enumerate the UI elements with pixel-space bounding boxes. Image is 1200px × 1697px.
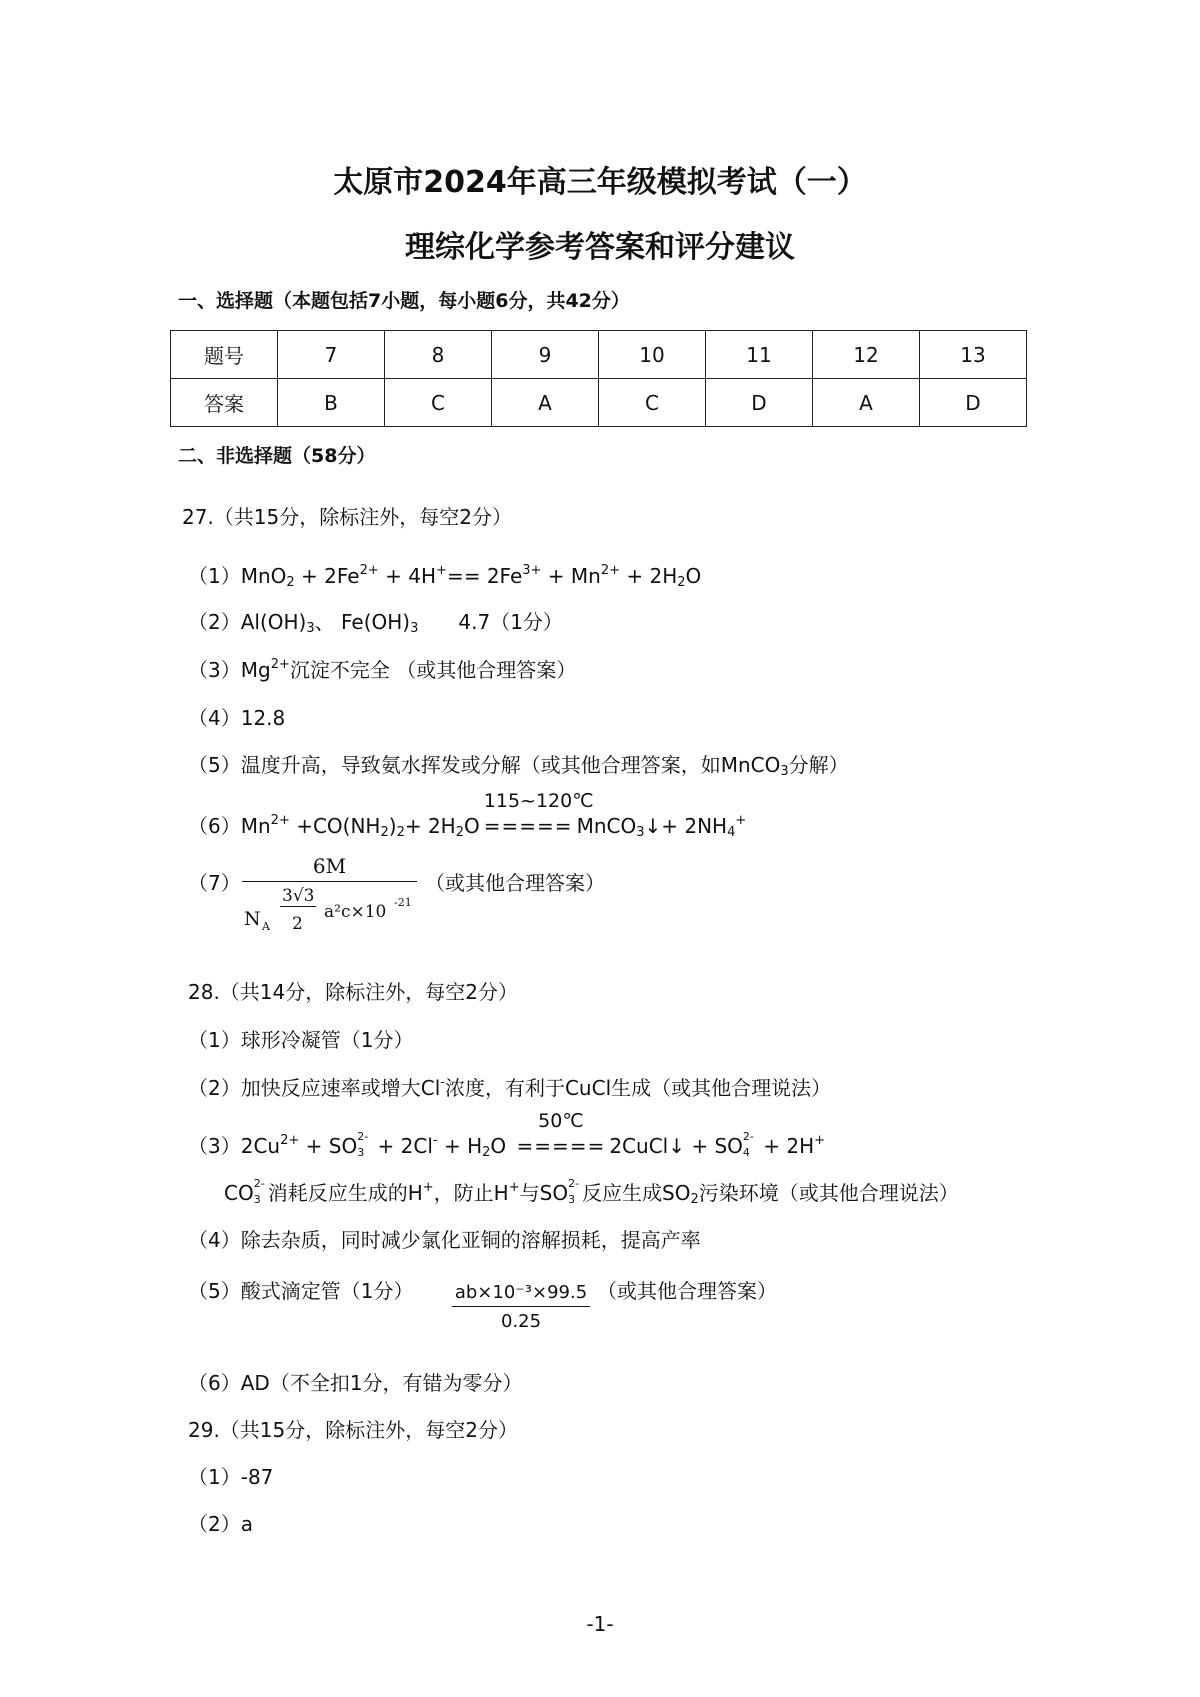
volume-exponent: -21: [394, 896, 412, 909]
formula-text: MnCO: [576, 814, 637, 838]
page-subtitle: 理综化学参考答案和评分建议: [405, 230, 795, 265]
row-label-answer: 答案: [171, 379, 278, 427]
answer-text: 12.8: [240, 706, 286, 730]
equals-sign: =====: [516, 1134, 606, 1158]
subscript: 3: [306, 621, 315, 636]
volume-term: a²c×10: [324, 902, 387, 922]
superscript: +: [814, 1133, 826, 1148]
fraction-numerator: ab×10⁻³×99.5: [452, 1282, 590, 1307]
answer-cell: A: [492, 379, 599, 427]
answer-number: （2）: [188, 1076, 241, 1100]
q29-answer-1: [188, 1461, 273, 1490]
q28-answer-4: [188, 1224, 701, 1253]
subscript: 3: [410, 621, 419, 636]
superscript: +: [508, 1180, 520, 1195]
superscript: 2-: [568, 1177, 580, 1190]
q29-heading: 29.（共15分，除标注外，每空2分）: [188, 1418, 518, 1442]
page-title: 太原市2024年高三年级模拟考试（一）: [333, 165, 867, 200]
superscript: 2+: [270, 813, 290, 828]
page-number: -1-: [586, 1612, 614, 1636]
formula-text: O: [685, 564, 702, 588]
answer-number: （6）: [188, 814, 241, 838]
answer-table: [170, 330, 1027, 427]
q28-answer-3-explanation: [224, 1177, 959, 1207]
formula-text: == 2Fe: [446, 564, 523, 588]
answer-text: 球形冷凝管（1分）: [240, 1028, 414, 1052]
density-fraction: [242, 854, 417, 944]
answer-number: （2）: [188, 610, 241, 634]
question-number: 13: [920, 331, 1027, 379]
row-label-question: 题号: [171, 331, 278, 379]
q27-answer-5: [188, 749, 849, 779]
q27-heading: 27.（共15分，除标注外，每空2分）: [182, 505, 512, 529]
ion-charge-stack: [357, 1130, 371, 1159]
subscript: 3: [568, 1193, 576, 1206]
superscript: 2+: [359, 563, 379, 578]
formula-text: ↓+ 2NH: [644, 814, 728, 838]
formula-text: + 2H: [620, 564, 678, 588]
answer-number: （6）: [188, 1371, 241, 1395]
answer-cell: C: [599, 379, 706, 427]
fraction-denominator: 0.25: [500, 1311, 542, 1332]
answer-number: （5）: [188, 753, 241, 777]
answer-text: 加快反应速率或增大Cl: [240, 1076, 441, 1100]
answer-text: 酸式滴定管（1分）: [240, 1279, 414, 1303]
answer-text: a: [240, 1512, 253, 1536]
superscript: 3+: [522, 563, 542, 578]
q28-answer-6: [188, 1367, 523, 1396]
equals-sign: =====: [483, 814, 573, 838]
question-number: 12: [813, 331, 920, 379]
subscript: 3: [357, 1146, 365, 1159]
answer-text: ，防止H: [433, 1181, 509, 1205]
answer-text: 沉淀不完全 （或其他合理答案）: [289, 658, 577, 682]
formula-text: 2Cu: [240, 1134, 281, 1158]
condition-label: 115~120℃: [483, 790, 594, 812]
formula-text: O: [490, 1134, 513, 1158]
answer-number: （5）: [188, 1279, 241, 1303]
superscript: +: [735, 813, 747, 828]
subscript: 3: [253, 1193, 261, 1206]
section1-heading: 一、选择题（本题包括7小题，每小题6分，共42分）: [178, 290, 630, 312]
subscript: 2: [455, 825, 465, 840]
subscript: 3: [636, 825, 645, 840]
answer-number: （3）: [188, 1134, 241, 1158]
question-number-row: [171, 331, 1027, 379]
subscript: 2: [380, 825, 389, 840]
answer-number: （3）: [188, 658, 241, 682]
reaction-condition: [516, 1110, 606, 1158]
q27-answer-4: [188, 702, 285, 731]
question-number: 7: [278, 331, 385, 379]
answer-text: AD（不全扣1分，有错为零分）: [240, 1371, 523, 1395]
answer-cell: D: [920, 379, 1027, 427]
answer-number: （2）: [188, 1512, 241, 1536]
formula-text: + 4H: [378, 564, 437, 588]
subscript: 2: [286, 575, 295, 590]
formula-text: + SO: [299, 1134, 358, 1158]
q27-answer-3: [188, 654, 576, 683]
answer-number: （4）: [188, 1228, 241, 1252]
formula-text: +CO(NH: [289, 814, 381, 838]
superscript: +: [436, 563, 447, 578]
formula-text: 、 Fe(OH): [314, 610, 411, 634]
answer-text: -87: [240, 1465, 274, 1489]
formula-text: + 2Cl: [371, 1134, 433, 1158]
answer-text: 污染环境（或其他合理说法）: [698, 1181, 959, 1205]
answer-text: 浓度，有利于CuCl生成（或其他合理说法）: [444, 1076, 832, 1100]
formula-text: Mn: [240, 814, 271, 838]
superscript: -: [432, 1133, 438, 1148]
ion-charge-stack: [742, 1130, 757, 1159]
answer-number: （1）: [188, 1028, 241, 1052]
condition-label: 50℃: [538, 1110, 584, 1132]
answer-number: （1）: [188, 564, 241, 588]
formula-text: + 2H: [756, 1134, 815, 1158]
question-number: 10: [599, 331, 706, 379]
q27-answer-7-number: （7）: [188, 871, 241, 895]
formula-text: Al(OH): [240, 610, 307, 634]
ion-charge-stack: [253, 1177, 268, 1206]
subscript: 4: [742, 1146, 750, 1159]
q28-answer-5: [188, 1275, 413, 1304]
subscript: 4: [727, 825, 736, 840]
formula-text: + 2H: [404, 814, 456, 838]
coefficient-denominator: 2: [292, 914, 303, 934]
reaction-condition: [483, 790, 594, 838]
formula-text: 2CuCl↓ + SO: [609, 1134, 743, 1158]
answer-number: （1）: [188, 1465, 241, 1489]
superscript: -: [440, 1075, 445, 1090]
superscript: 2-: [742, 1130, 754, 1143]
q28-answer-2: [188, 1072, 831, 1101]
superscript: 2+: [280, 1133, 300, 1148]
answer-cell: C: [385, 379, 492, 427]
superscript: 2+: [600, 563, 621, 578]
answer-text: 消耗反应生成的H: [267, 1181, 423, 1205]
q27-answer-6: [188, 790, 747, 840]
q27-answer-7-note: （或其他合理答案）: [425, 871, 605, 895]
avogadro-subscript: A: [262, 920, 270, 933]
formula-text: ): [388, 814, 397, 838]
answer-text: 分解）: [788, 753, 849, 777]
coefficient-numerator: 3√3: [282, 886, 315, 906]
formula-text: O: [464, 814, 480, 838]
answer-text: 除去杂质，同时减少氯化亚铜的溶解损耗，提高产率: [240, 1228, 701, 1252]
answer-text: 反应生成SO: [582, 1181, 691, 1205]
q28-answer-3: [188, 1110, 826, 1160]
fraction-numerator: 6M: [242, 854, 417, 882]
answer-cell: B: [278, 379, 385, 427]
formula-text: Mg: [240, 658, 271, 682]
formula-text: + Mn: [541, 564, 601, 588]
formula-text: + 2Fe: [294, 564, 360, 588]
answer-text: 4.7（1分）: [458, 610, 563, 634]
question-number: 9: [492, 331, 599, 379]
q29-answer-2: [188, 1508, 253, 1537]
answer-number: （4）: [188, 706, 241, 730]
answer-text: 温度升高，导致氨水挥发或分解（或其他合理答案，如MnCO: [240, 753, 781, 777]
q28-heading: 28.（共14分，除标注外，每空2分）: [188, 980, 518, 1004]
question-number: 11: [706, 331, 813, 379]
fraction-denominator: [242, 882, 417, 944]
formula-text: + H: [437, 1134, 483, 1158]
formula-text: CO: [224, 1181, 254, 1205]
q27-answer-1: [188, 560, 701, 590]
answer-cell: A: [813, 379, 920, 427]
question-number: 8: [385, 331, 492, 379]
section2-heading: 二、非选择题（58分）: [178, 445, 376, 467]
q28-answer-5-note: （或其他合理答案）: [597, 1279, 777, 1303]
avogadro-symbol: N: [244, 908, 261, 930]
q28-answer-1: [188, 1024, 413, 1053]
superscript: 2-: [357, 1130, 369, 1143]
formula-text: MnO: [240, 564, 287, 588]
answer-row: [171, 379, 1027, 427]
subscript: 2: [677, 575, 686, 590]
subscript: 2: [482, 1145, 491, 1160]
q27-answer-2: [188, 606, 563, 636]
ion-charge-stack: [568, 1177, 582, 1206]
answer-text: 与SO: [519, 1181, 569, 1205]
answer-cell: D: [706, 379, 813, 427]
superscript: 2-: [253, 1177, 265, 1190]
superscript: +: [422, 1180, 434, 1195]
superscript: 2+: [270, 657, 290, 672]
subscript: 3: [780, 764, 789, 779]
subscript: 2: [690, 1192, 699, 1207]
subscript: 2: [396, 825, 405, 840]
purity-fraction: [452, 1282, 590, 1332]
